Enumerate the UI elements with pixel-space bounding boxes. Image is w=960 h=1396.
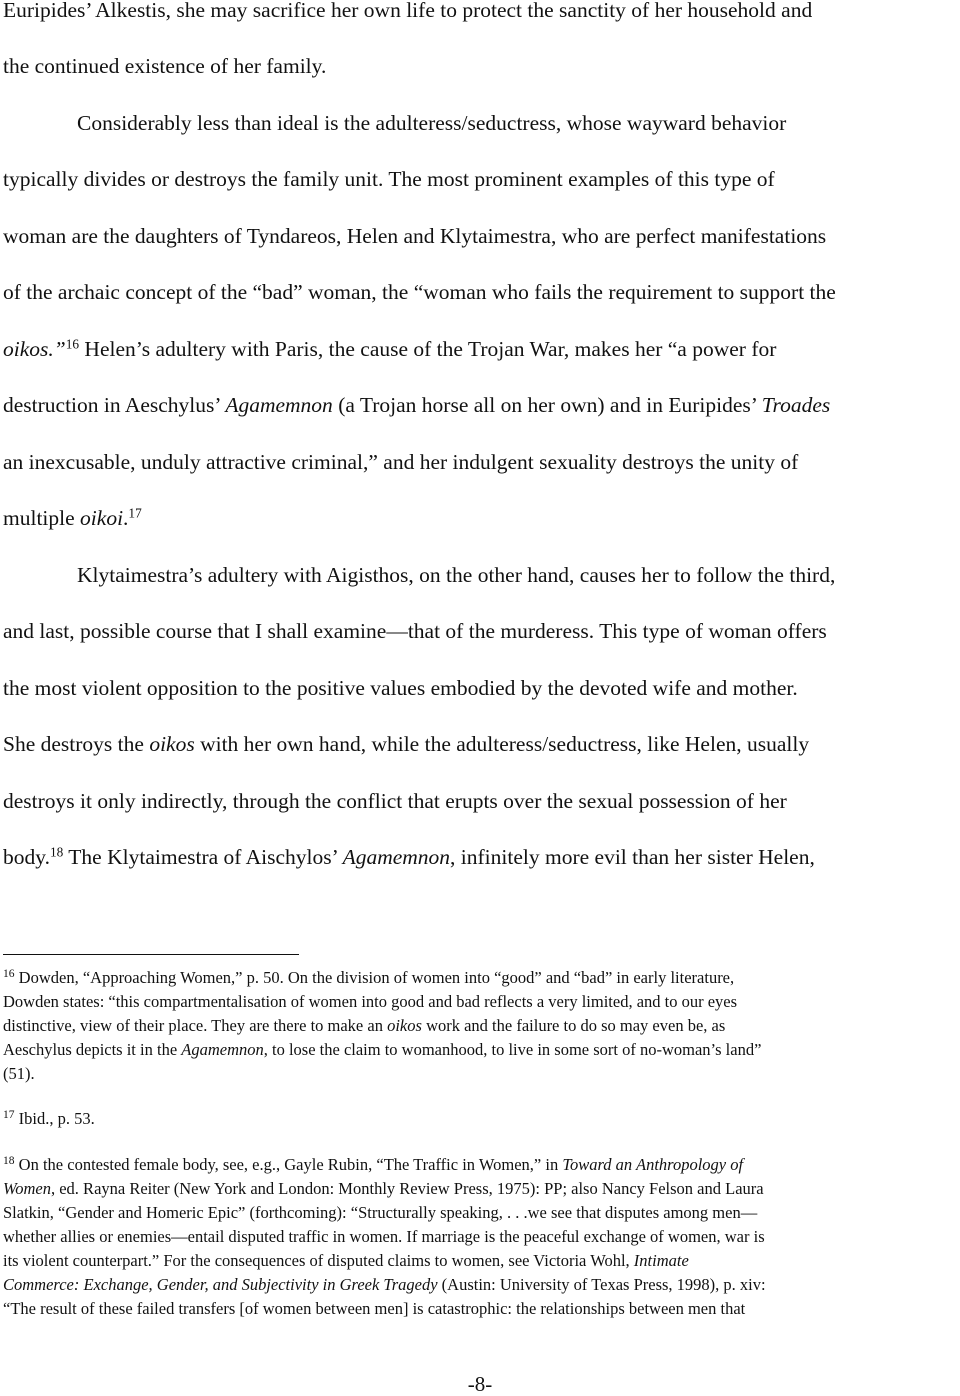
body-line-1: Euripides’ Alkestis, she may sacrifice her own life to protect the sanctity of her household and [3, 0, 813, 22]
footnote-18-line-2: Women, ed. Rayna Reiter (New York and London: Monthly Review Press, 1975): PP; also Nancy Felson and Laura [3, 1179, 764, 1198]
italic-title: Intimate [633, 1251, 689, 1270]
italic-term: oikos [387, 1016, 422, 1035]
body-line-7: oikos.”$^{16}$ Helen’s adultery with Paris, the cause of the Trojan War, makes her “a power for [3, 336, 777, 361]
footnote-18-line-4: whether allies or enemies—entail disputed traffic in women. If marriage is the peaceful exchange of women, war is [3, 1227, 765, 1246]
footnote-16-line-5: (51). [3, 1064, 35, 1083]
body-line-2: the continued existence of her family. [3, 54, 327, 78]
footnote-16-line-3: distinctive, view of their place. They are there to make an oikos work and the failure to do so may even be, as [3, 1016, 726, 1035]
body-line-10: multiple oikoi.$^{17}$ [3, 505, 142, 530]
body-line-3: Considerably less than ideal is the adulteress/seductress, whose wayward behavior [77, 111, 787, 135]
italic-title: Troades [761, 393, 831, 417]
body-line-16: body.$^{18}$ The Klytaimestra of Aischylos’ Agamemnon, infinitely more evil than her sister Helen, [3, 844, 815, 869]
body-line-8: destruction in Aeschylus’ Agamemnon (a Trojan horse all on her own) and in Euripides’ Troades [3, 393, 831, 417]
footnote-18-line-6: Commerce: Exchange, Gender, and Subjectivity in Greek Tragedy (Austin: University of Texas Press, 1998), p. xiv: [3, 1275, 766, 1294]
italic-title: Toward an Anthropology of [562, 1155, 744, 1174]
footnote-number: 17 [3, 1109, 15, 1122]
footnote-16-line-2: Dowden states: “this compartmentalisation of women into good and bad reflects a very limited, and to our eyes [3, 992, 738, 1011]
footnote-18-line-3: Slatkin, “Gender and Homeric Epic” (forthcoming): “Structurally speaking, . . .we see that disputes among men— [3, 1203, 758, 1222]
footnote-ref-17: 17 [128, 505, 142, 521]
italic-title: Women [3, 1179, 51, 1198]
footnote-separator [3, 954, 299, 955]
body-line-11: Klytaimestra’s adultery with Aigisthos, on the other hand, causes her to follow the third, [77, 563, 836, 587]
body-line-13: the most violent opposition to the positive values embodied by the devoted wife and mother. [3, 676, 798, 700]
footnote-17-line-1: $^{17}$ Ibid., p. 53. [3, 1109, 95, 1128]
italic-title: Commerce: Exchange, Gender, and Subjectivity in Greek Tragedy [3, 1275, 438, 1294]
body-line-9: an inexcusable, unduly attractive criminal,” and her indulgent sexuality destroys the unity of [3, 450, 799, 474]
italic-term: oikoi [80, 506, 124, 530]
body-line-5: woman are the daughters of Tyndareos, Helen and Klytaimestra, who are perfect manifestations [3, 224, 827, 248]
footnote-18-line-7: “The result of these failed transfers [of women between men] is catastrophic: the relationships between men that [3, 1299, 746, 1318]
body-line-12: and last, possible course that I shall examine—that of the murderess. This type of woman offers [3, 619, 827, 643]
italic-title: Agamemnon [225, 393, 333, 417]
footnote-16-line-4: Aeschylus depicts it in the Agamemnon, to lose the claim to womanhood, to live in some sort of no-woman’s land” [3, 1040, 762, 1059]
italic-term: oikos [149, 732, 195, 756]
footnote-number: 16 [3, 968, 15, 981]
page-number: -8- [467, 1372, 493, 1396]
body-line-4: typically divides or destroys the family unit. The most prominent examples of this type of [3, 167, 775, 191]
italic-title: Agamemnon [181, 1040, 264, 1059]
italic-term: oikos.” [3, 337, 66, 361]
footnote-16-line-1: $^{16}$ Dowden, “Approaching Women,” p. 50. On the division of women into “good” and “bad” in early literature, [3, 968, 735, 987]
body-line-15: destroys it only indirectly, through the conflict that erupts over the sexual possession of her [3, 789, 787, 813]
footnote-number: 18 [3, 1155, 15, 1168]
footnote-ref-16: 16 [65, 336, 80, 352]
italic-title: Agamemnon [342, 845, 451, 869]
footnote-18-line-1: $^{18}$ On the contested female body, see, e.g., Gayle Rubin, “The Traffic in Women,” in Toward an Anthropology of [3, 1155, 744, 1174]
body-line-14: She destroys the oikos with her own hand, while the adulteress/seductress, like Helen, usually [3, 732, 810, 756]
footnote-18-line-5: its violent counterpart.” For the consequences of disputed claims to women, see Victoria Wohl, Intimate [3, 1251, 689, 1270]
body-line-6: of the archaic concept of the “bad” woman, the “woman who fails the requirement to support the [3, 280, 836, 304]
footnote-ref-18: 18 [49, 844, 64, 860]
